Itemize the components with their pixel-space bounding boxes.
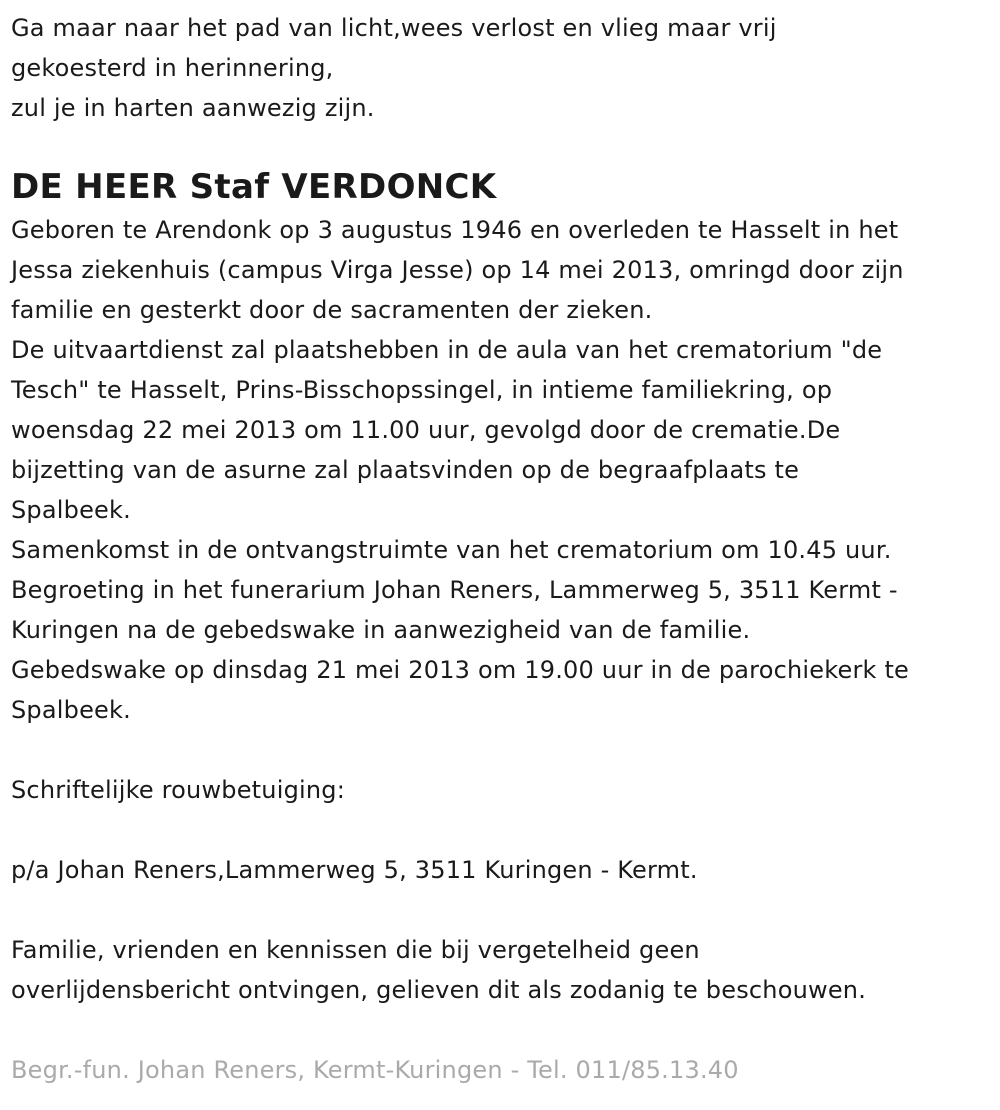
spacer <box>11 890 1000 930</box>
body-line: Tesch" te Hasselt, Prins-Bisschopssingel, in intieme familiekring, op <box>11 376 833 404</box>
body-line: Samenkomst in de ontvangstruimte van het crematorium om 10.45 uur. <box>11 536 892 564</box>
condolence-label: Schriftelijke rouwbetuiging: <box>11 776 346 804</box>
poem-line: gekoesterd in herinnering, <box>11 54 334 82</box>
body-line: Jessa ziekenhuis (campus Virga Jesse) op 14 mei 2013, omringd door zijn <box>11 256 904 284</box>
funeral-home-footer: Begr.-fun. Johan Reners, Kermt-Kuringen - Tel. 011/85.13.40 <box>11 1056 739 1084</box>
obituary-body <box>11 210 1000 730</box>
notice <box>11 930 1000 1010</box>
poem-line: zul je in harten aanwezig zijn. <box>11 94 375 122</box>
body-line: familie en gesterkt door de sacramenten der zieken. <box>11 296 653 324</box>
body-line: Geboren te Arendonk op 3 augustus 1946 en overleden te Hasselt in het <box>11 216 899 244</box>
body-line: De uitvaartdienst zal plaatshebben in de aula van het crematorium "de <box>11 336 883 364</box>
body-line: bijzetting van de asurne zal plaatsvinden op de begraafplaats te <box>11 456 800 484</box>
poem <box>11 8 1000 128</box>
notice-line: overlijdensbericht ontvingen, gelieven dit als zodanig te beschouwen. <box>11 976 867 1004</box>
spacer <box>11 730 1000 770</box>
notice-line: Familie, vrienden en kennissen die bij vergetelheid geen <box>11 936 700 964</box>
deceased-name: DE HEER Staf VERDONCK <box>11 167 497 207</box>
poem-line: Ga maar naar het pad van licht,wees verlost en vlieg maar vrij <box>11 14 777 42</box>
body-line: woensdag 22 mei 2013 om 11.00 uur, gevolgd door de crematie.De <box>11 416 841 444</box>
footer-wrap <box>11 1050 1000 1090</box>
body-line: Spalbeek. <box>11 496 131 524</box>
body-line: Begroeting in het funerarium Johan Reners, Lammerweg 5, 3511 Kermt - <box>11 576 898 604</box>
condolence-address: p/a Johan Reners,Lammerweg 5, 3511 Kuringen - Kermt. <box>11 856 698 884</box>
spacer <box>11 810 1000 850</box>
body-line: Spalbeek. <box>11 696 131 724</box>
body-line: Kuringen na de gebedswake in aanwezigheid van de familie. <box>11 616 751 644</box>
body-line: Gebedswake op dinsdag 21 mei 2013 om 19.00 uur in de parochiekerk te <box>11 656 910 684</box>
